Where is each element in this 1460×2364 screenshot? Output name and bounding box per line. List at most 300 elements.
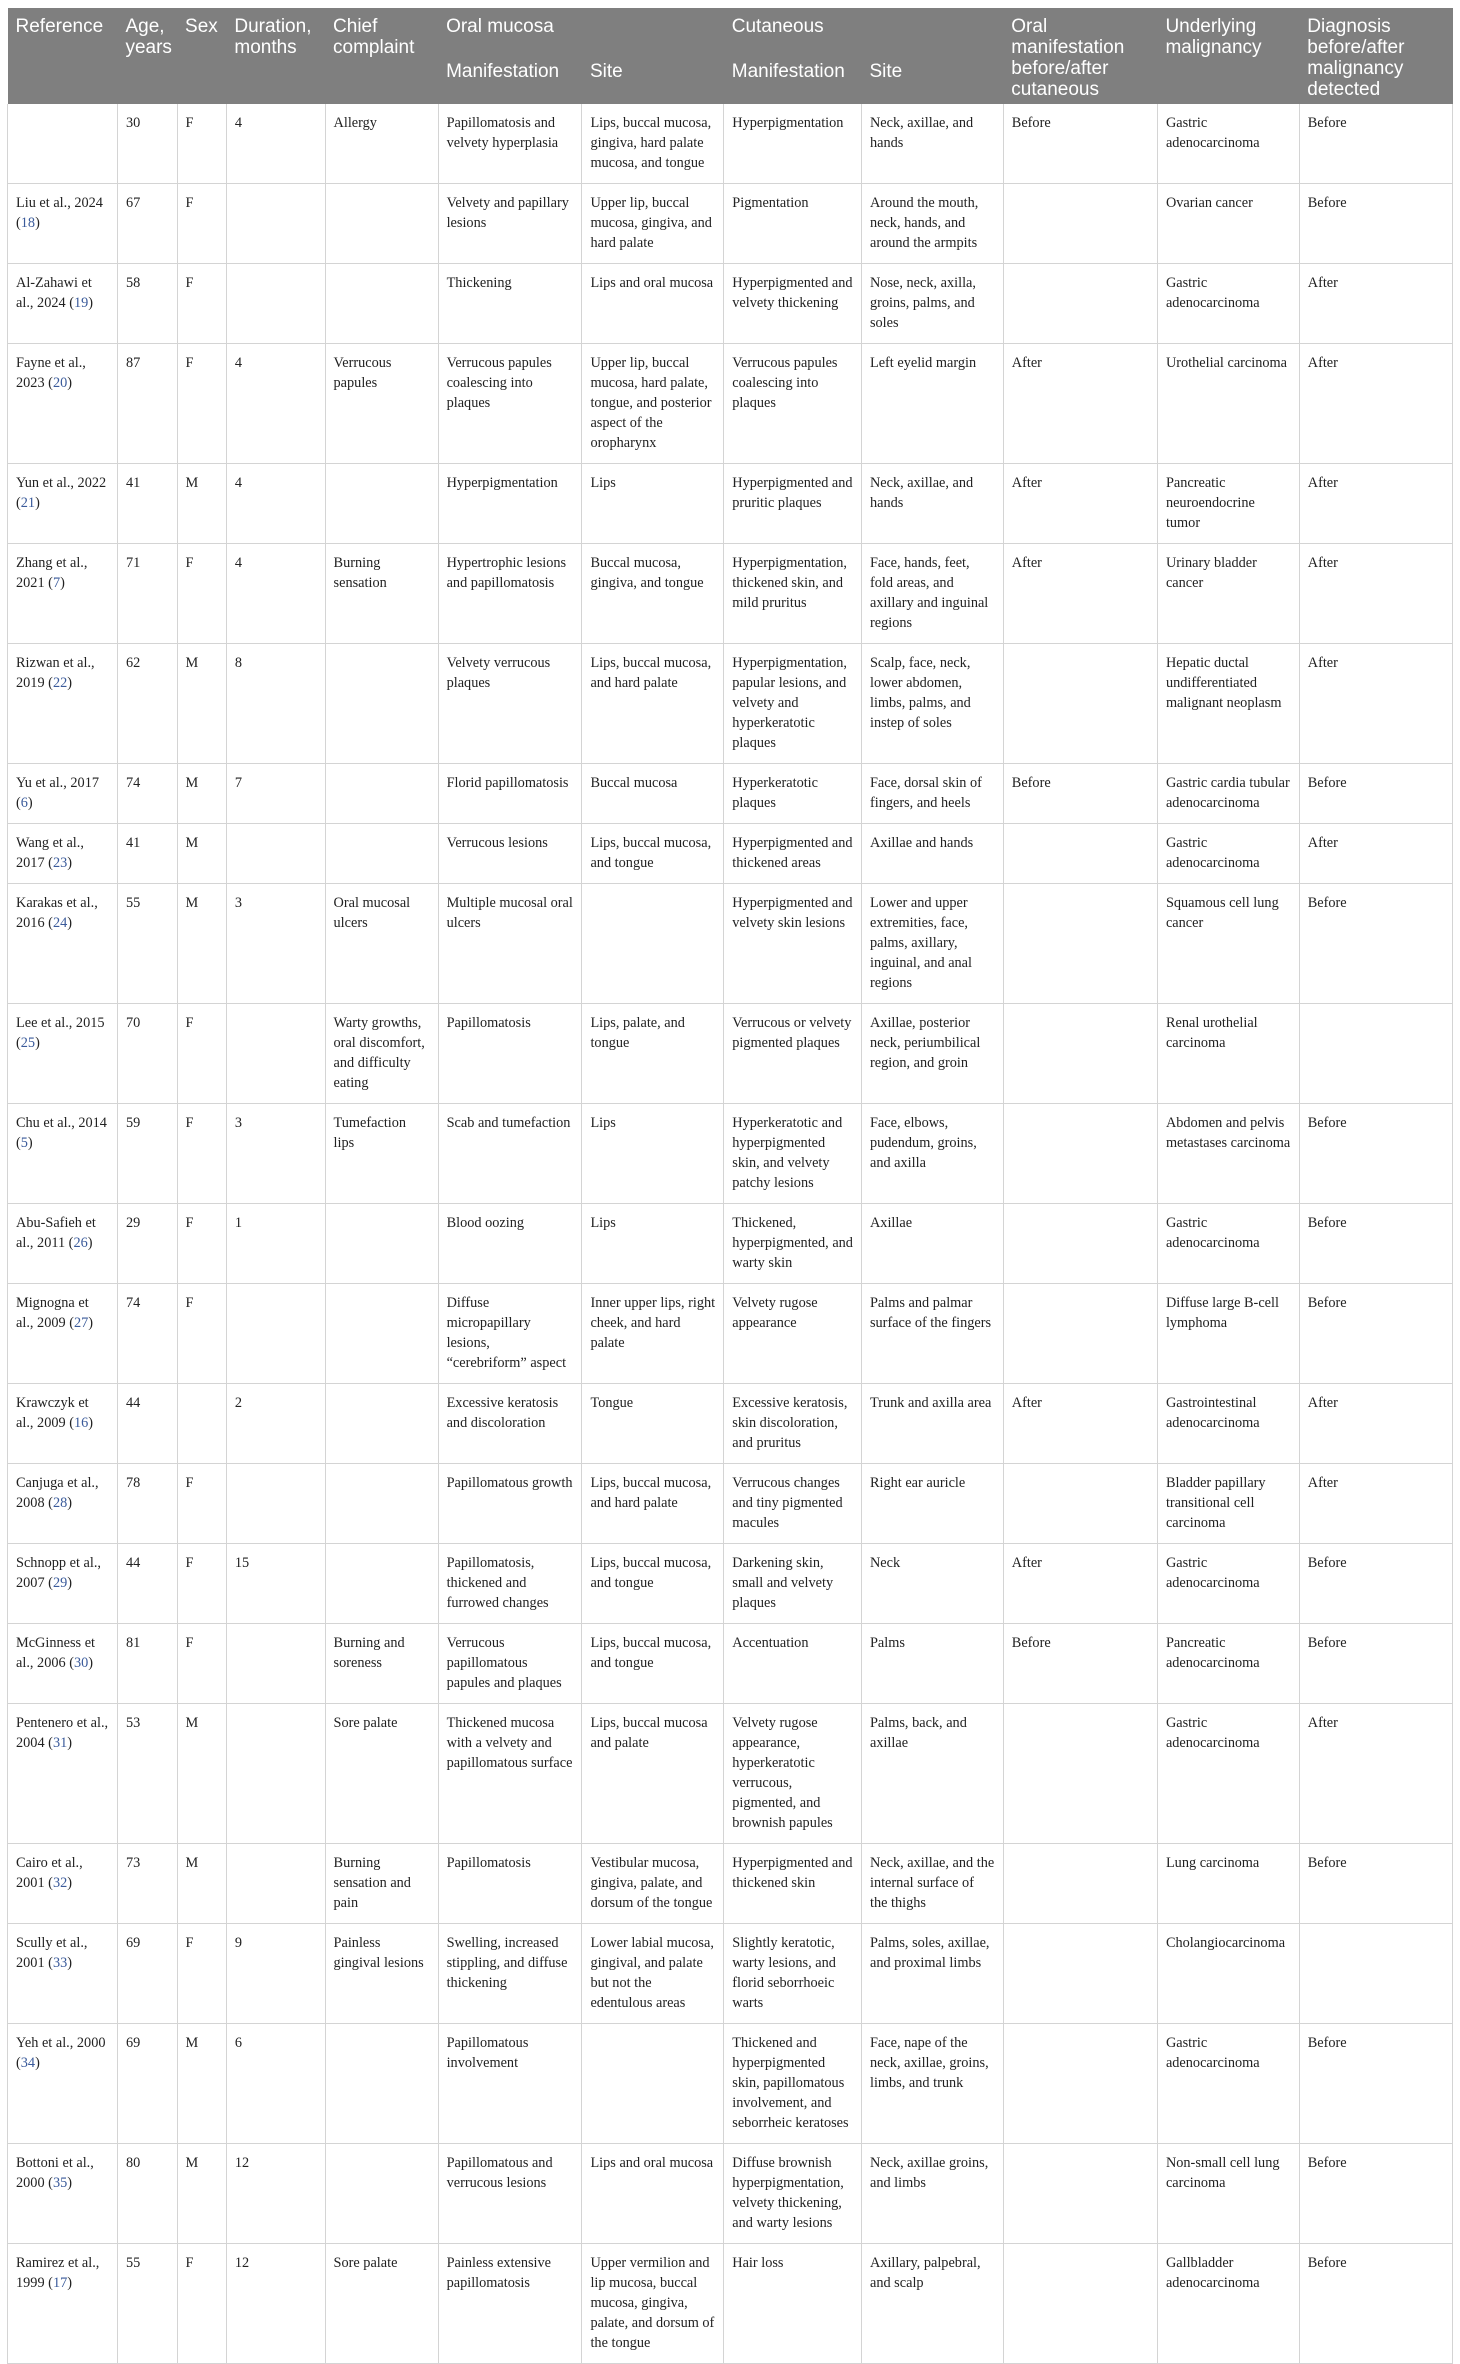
cell-duration: 2: [226, 1384, 325, 1464]
citation-link[interactable]: 21: [20, 495, 36, 511]
cell-cutaneous-site: Palms, back, and axillae: [861, 1704, 1003, 1844]
col-header-oral-before-after: Oral manifestation before/after cutaneous: [1003, 8, 1157, 104]
cell-cutaneous-site: Face, nape of the neck, axillae, groins, limbs, and trunk: [861, 2024, 1003, 2144]
col-header-oral-site: Site: [582, 61, 724, 104]
cell-reference: [8, 764, 118, 824]
header-row-top: [8, 8, 1453, 61]
cell-oral-site: Lips and oral mucosa: [582, 264, 724, 344]
cell-age: 41: [117, 464, 177, 544]
cell-oral-site: Lips: [582, 1204, 724, 1284]
cell-oral-manifestation: Verrucous papules coalescing into plaques: [438, 344, 582, 464]
cell-duration: 3: [226, 884, 325, 1004]
reference-text: Scully et al., 2001 (: [16, 1935, 88, 1971]
cell-duration: 9: [226, 1924, 325, 2024]
table-row: [8, 1384, 1453, 1464]
table-row: [8, 1544, 1453, 1624]
cell-sex: F: [177, 104, 226, 184]
cell-cutaneous-manifestation: Pigmentation: [724, 184, 862, 264]
cell-underlying-malignancy: Non-small cell lung carcinoma: [1157, 2144, 1299, 2244]
cell-duration: 4: [226, 464, 325, 544]
cell-oral-manifestation: Papillomatosis, thickened and furrowed changes: [438, 1544, 582, 1624]
cell-cutaneous-manifestation: Hyperpigmented and pruritic plaques: [724, 464, 862, 544]
cell-chief-complaint: [325, 824, 438, 884]
reference-close-paren: ): [67, 1875, 72, 1891]
table-container: [7, 8, 1453, 2364]
cell-age: 58: [117, 264, 177, 344]
reference-text: Zhang et al., 2021 (: [16, 555, 88, 591]
citation-link[interactable]: 24: [52, 915, 68, 931]
cell-cutaneous-site: Trunk and axilla area: [861, 1384, 1003, 1464]
cell-duration: 4: [226, 544, 325, 644]
cell-oral-site: Lips, buccal mucosa, gingiva, hard palate mucosa, and tongue: [582, 104, 724, 184]
cell-cutaneous-manifestation: Hyperkeratotic and hyperpigmented skin, and velvety patchy lesions: [724, 1104, 862, 1204]
citation-link[interactable]: 28: [52, 1495, 68, 1511]
cell-cutaneous-manifestation: Verrucous papules coalescing into plaques: [724, 344, 862, 464]
citation-link[interactable]: 20: [52, 375, 68, 391]
cell-diagnosis: Before: [1299, 2144, 1452, 2244]
reference-close-paren: ): [87, 1235, 93, 1251]
cell-reference: [8, 1704, 118, 1844]
cell-cutaneous-site: Face, hands, feet, fold areas, and axillary and inguinal regions: [861, 544, 1003, 644]
cell-reference: [8, 1544, 118, 1624]
reference-close-paren: ): [67, 1495, 72, 1511]
citation-link[interactable]: 17: [52, 2275, 68, 2291]
table-row: [8, 884, 1453, 1004]
cell-oral-manifestation: Excessive keratosis and discoloration: [438, 1384, 582, 1464]
cell-sex: F: [177, 1924, 226, 2024]
cell-sex: F: [177, 1544, 226, 1624]
cell-reference: [8, 1204, 118, 1284]
citation-link[interactable]: 26: [73, 1235, 88, 1251]
cell-age: 67: [117, 184, 177, 264]
reference-text: Rizwan et al., 2019 (: [16, 655, 95, 691]
cell-sex: M: [177, 884, 226, 1004]
cell-oral-manifestation: Scab and tumefaction: [438, 1104, 582, 1204]
cell-reference: [8, 1844, 118, 1924]
cell-oral-before-after: [1003, 884, 1157, 1004]
cell-age: 74: [117, 764, 177, 824]
cell-duration: 12: [226, 2144, 325, 2244]
cell-cutaneous-manifestation: Velvety rugose appearance: [724, 1284, 862, 1384]
cell-age: 59: [117, 1104, 177, 1204]
cell-age: 55: [117, 2244, 177, 2364]
citation-link[interactable]: 34: [20, 2055, 36, 2071]
reference-close-paren: ): [67, 2275, 72, 2291]
col-header-oral-manifestation: Manifestation: [438, 61, 582, 104]
reference-text: Mignogna et al., 2009 (: [16, 1295, 89, 1331]
citation-link[interactable]: 30: [73, 1655, 89, 1671]
cell-oral-before-after: [1003, 1204, 1157, 1284]
cell-duration: [226, 1464, 325, 1544]
reference-close-paren: ): [67, 1735, 72, 1751]
cell-cutaneous-manifestation: Hyperpigmentation, thickened skin, and mild pruritus: [724, 544, 862, 644]
cell-underlying-malignancy: Pancreatic neuroendocrine tumor: [1157, 464, 1299, 544]
cell-reference: [8, 264, 118, 344]
cell-oral-manifestation: Diffuse micropapillary lesions, “cerebriform” aspect: [438, 1284, 582, 1384]
cell-cutaneous-manifestation: Verrucous or velvety pigmented plaques: [724, 1004, 862, 1104]
cell-oral-manifestation: Thickened mucosa with a velvety and papillomatous surface: [438, 1704, 582, 1844]
cell-cutaneous-manifestation: Darkening skin, small and velvety plaques: [724, 1544, 862, 1624]
cell-oral-site: Lips and oral mucosa: [582, 2144, 724, 2244]
cell-oral-site: Vestibular mucosa, gingiva, palate, and dorsum of the tongue: [582, 1844, 724, 1924]
cell-oral-manifestation: Papillomatous and verrucous lesions: [438, 2144, 582, 2244]
table-body: [8, 104, 1453, 2364]
citation-link[interactable]: 23: [52, 855, 68, 871]
cell-chief-complaint: [325, 264, 438, 344]
table-row: [8, 1924, 1453, 2024]
cell-oral-before-after: Before: [1003, 104, 1157, 184]
cell-sex: M: [177, 2144, 226, 2244]
reference-close-paren: ): [35, 495, 40, 511]
cell-underlying-malignancy: Gastric adenocarcinoma: [1157, 264, 1299, 344]
cell-cutaneous-manifestation: Thickened, hyperpigmented, and warty skin: [724, 1204, 862, 1284]
cell-oral-before-after: [1003, 1704, 1157, 1844]
citation-link[interactable]: 29: [52, 1575, 68, 1591]
cell-oral-before-after: [1003, 824, 1157, 884]
citation-link[interactable]: 7: [52, 575, 61, 591]
cell-chief-complaint: [325, 1464, 438, 1544]
cell-diagnosis: After: [1299, 1464, 1452, 1544]
table-row: [8, 1624, 1453, 1704]
reference-text: Bottoni et al., 2000 (: [16, 2155, 94, 2191]
reference-close-paren: ): [35, 1035, 40, 1051]
cell-oral-before-after: After: [1003, 544, 1157, 644]
citation-link[interactable]: 31: [52, 1735, 68, 1751]
col-header-cutaneous-blank: [861, 8, 1003, 61]
cell-chief-complaint: [325, 644, 438, 764]
cell-diagnosis: [1299, 1004, 1452, 1104]
cell-oral-site: Upper lip, buccal mucosa, gingiva, and hard palate: [582, 184, 724, 264]
cell-age: 78: [117, 1464, 177, 1544]
reference-text: Cairo et al., 2001 (: [16, 1855, 83, 1891]
cell-cutaneous-site: Palms: [861, 1624, 1003, 1704]
cell-sex: M: [177, 764, 226, 824]
citation-link[interactable]: 18: [20, 215, 36, 231]
citation-link[interactable]: 22: [52, 675, 68, 691]
cell-oral-manifestation: Verrucous lesions: [438, 824, 582, 884]
table-row: [8, 824, 1453, 884]
cell-underlying-malignancy: Pancreatic adenocarcinoma: [1157, 1624, 1299, 1704]
cell-reference: [8, 1284, 118, 1384]
cell-duration: [226, 1844, 325, 1924]
cell-age: 29: [117, 1204, 177, 1284]
cell-duration: [226, 1704, 325, 1844]
cell-cutaneous-site: Face, elbows, pudendum, groins, and axilla: [861, 1104, 1003, 1204]
cell-sex: F: [177, 344, 226, 464]
citation-link[interactable]: 19: [73, 295, 89, 311]
citation-link[interactable]: 27: [73, 1315, 89, 1331]
cell-chief-complaint: Burning sensation and pain: [325, 1844, 438, 1924]
cell-oral-before-after: Before: [1003, 1624, 1157, 1704]
cell-age: 70: [117, 1004, 177, 1104]
cell-sex: F: [177, 184, 226, 264]
cell-diagnosis: Before: [1299, 1624, 1452, 1704]
cell-chief-complaint: [325, 1544, 438, 1624]
reference-text: Canjuga et al., 2008 (: [16, 1475, 99, 1511]
cell-diagnosis: Before: [1299, 2244, 1452, 2364]
reference-text: Wang et al., 2017 (: [16, 835, 84, 871]
citation-link[interactable]: 16: [73, 1415, 89, 1431]
cell-diagnosis: After: [1299, 824, 1452, 884]
cell-reference: [8, 544, 118, 644]
cell-chief-complaint: Sore palate: [325, 2244, 438, 2364]
reference-text: Karakas et al., 2016 (: [16, 895, 98, 931]
table-row: [8, 264, 1453, 344]
cell-reference: [8, 104, 118, 184]
cell-oral-before-after: [1003, 1284, 1157, 1384]
cell-underlying-malignancy: Gastric adenocarcinoma: [1157, 104, 1299, 184]
cell-oral-manifestation: Hypertrophic lesions and papillomatosis: [438, 544, 582, 644]
reference-close-paren: ): [67, 2175, 72, 2191]
reference-close-paren: ): [27, 795, 33, 811]
reference-close-paren: ): [27, 1135, 33, 1151]
cell-chief-complaint: Tumefaction lips: [325, 1104, 438, 1204]
cell-diagnosis: After: [1299, 1704, 1452, 1844]
cell-oral-before-after: [1003, 184, 1157, 264]
table-row: [8, 464, 1453, 544]
cell-oral-site: Buccal mucosa, gingiva, and tongue: [582, 544, 724, 644]
cell-sex: M: [177, 1704, 226, 1844]
cell-diagnosis: [1299, 1924, 1452, 2024]
cell-oral-before-after: After: [1003, 1384, 1157, 1464]
citation-link[interactable]: 33: [52, 1955, 68, 1971]
cell-underlying-malignancy: Gastrointestinal adenocarcinoma: [1157, 1384, 1299, 1464]
cell-duration: 6: [226, 2024, 325, 2144]
cell-oral-before-after: After: [1003, 344, 1157, 464]
cell-oral-manifestation: Velvety and papillary lesions: [438, 184, 582, 264]
reference-close-paren: ): [35, 2055, 40, 2071]
reference-close-paren: ): [35, 215, 40, 231]
cell-reference: [8, 1464, 118, 1544]
cell-oral-site: Buccal mucosa: [582, 764, 724, 824]
table-row: [8, 764, 1453, 824]
table-row: [8, 544, 1453, 644]
cell-chief-complaint: Oral mucosal ulcers: [325, 884, 438, 1004]
cell-oral-manifestation: Papillomatous growth: [438, 1464, 582, 1544]
cell-cutaneous-site: Lower and upper extremities, face, palms, axillary, inguinal, and anal regions: [861, 884, 1003, 1004]
cell-chief-complaint: [325, 1284, 438, 1384]
cell-oral-before-after: [1003, 1464, 1157, 1544]
cell-age: 41: [117, 824, 177, 884]
reference-text: Fayne et al., 2023 (: [16, 355, 86, 391]
cell-cutaneous-manifestation: Hyperkeratotic plaques: [724, 764, 862, 824]
cell-duration: 3: [226, 1104, 325, 1204]
cell-cutaneous-site: Palms and palmar surface of the fingers: [861, 1284, 1003, 1384]
cell-diagnosis: Before: [1299, 1844, 1452, 1924]
cell-underlying-malignancy: Urothelial carcinoma: [1157, 344, 1299, 464]
cell-oral-manifestation: Thickening: [438, 264, 582, 344]
reference-close-paren: ): [67, 855, 72, 871]
table-row: [8, 644, 1453, 764]
reference-text: McGinness et al., 2006 (: [16, 1635, 96, 1671]
cell-underlying-malignancy: Gastric adenocarcinoma: [1157, 824, 1299, 884]
cell-chief-complaint: Allergy: [325, 104, 438, 184]
cell-oral-site: Lips, palate, and tongue: [582, 1004, 724, 1104]
citation-link[interactable]: 6: [20, 795, 28, 811]
citation-link[interactable]: 32: [52, 1875, 68, 1891]
cell-reference: [8, 1104, 118, 1204]
citation-link[interactable]: 35: [52, 2175, 68, 2191]
cell-cutaneous-site: Nose, neck, axilla, groins, palms, and soles: [861, 264, 1003, 344]
cell-oral-manifestation: Multiple mucosal oral ulcers: [438, 884, 582, 1004]
cell-diagnosis: After: [1299, 344, 1452, 464]
cell-cutaneous-site: Neck, axillae, and hands: [861, 104, 1003, 184]
cell-duration: [226, 1284, 325, 1384]
cell-sex: [177, 1384, 226, 1464]
cell-oral-before-after: [1003, 2024, 1157, 2144]
table-row: [8, 344, 1453, 464]
cell-diagnosis: After: [1299, 264, 1452, 344]
cell-chief-complaint: Sore palate: [325, 1704, 438, 1844]
col-header-age: Age, years: [117, 8, 177, 104]
cell-oral-site: Lips, buccal mucosa, and tongue: [582, 1544, 724, 1624]
cell-oral-site: Lips, buccal mucosa and palate: [582, 1704, 724, 1844]
cell-chief-complaint: [325, 1384, 438, 1464]
cell-oral-before-after: [1003, 2144, 1157, 2244]
cell-age: 69: [117, 1924, 177, 2024]
cell-cutaneous-site: Scalp, face, neck, lower abdomen, limbs, palms, and instep of soles: [861, 644, 1003, 764]
cell-cutaneous-manifestation: Hyperpigmentation, papular lesions, and velvety and hyperkeratotic plaques: [724, 644, 862, 764]
reference-text: Liu et al., 2024 (: [16, 195, 103, 231]
reference-text: Yeh et al., 2000 (: [16, 2035, 106, 2071]
col-header-sex: Sex: [177, 8, 226, 104]
cell-underlying-malignancy: Renal urothelial carcinoma: [1157, 1004, 1299, 1104]
cell-reference: [8, 884, 118, 1004]
cell-sex: F: [177, 264, 226, 344]
cell-duration: 1: [226, 1204, 325, 1284]
reference-text: Yun et al., 2022 (: [16, 475, 107, 511]
cell-cutaneous-site: Neck, axillae groins, and limbs: [861, 2144, 1003, 2244]
table-row: [8, 1104, 1453, 1204]
cell-sex: F: [177, 1624, 226, 1704]
cell-reference: [8, 1924, 118, 2024]
cell-reference: [8, 344, 118, 464]
table-row: [8, 2144, 1453, 2244]
cell-cutaneous-manifestation: Hyperpigmented and velvety thickening: [724, 264, 862, 344]
cell-diagnosis: Before: [1299, 184, 1452, 264]
cell-reference: [8, 824, 118, 884]
cell-sex: F: [177, 1104, 226, 1204]
cell-underlying-malignancy: Gastric adenocarcinoma: [1157, 1704, 1299, 1844]
table-row: [8, 2244, 1453, 2364]
cell-duration: 4: [226, 104, 325, 184]
cell-underlying-malignancy: Ovarian cancer: [1157, 184, 1299, 264]
cell-cutaneous-manifestation: Thickened and hyperpigmented skin, papillomatous involvement, and seborrheic keratoses: [724, 2024, 862, 2144]
cell-oral-manifestation: Blood oozing: [438, 1204, 582, 1284]
cell-diagnosis: Before: [1299, 764, 1452, 824]
cell-oral-site: Lips: [582, 464, 724, 544]
cell-duration: 15: [226, 1544, 325, 1624]
cell-underlying-malignancy: Hepatic ductal undifferentiated malignant neoplasm: [1157, 644, 1299, 764]
cell-cutaneous-site: Right ear auricle: [861, 1464, 1003, 1544]
cell-reference: [8, 1624, 118, 1704]
cell-duration: 12: [226, 2244, 325, 2364]
cell-chief-complaint: Verrucous papules: [325, 344, 438, 464]
cell-chief-complaint: [325, 2024, 438, 2144]
table-row: [8, 1704, 1453, 1844]
cell-age: 53: [117, 1704, 177, 1844]
citation-link[interactable]: 25: [20, 1035, 36, 1051]
cell-duration: 4: [226, 344, 325, 464]
reference-close-paren: ): [88, 295, 94, 311]
cell-age: 81: [117, 1624, 177, 1704]
cell-oral-manifestation: Painless extensive papillomatosis: [438, 2244, 582, 2364]
cell-duration: 7: [226, 764, 325, 824]
cell-oral-site: Upper vermilion and lip mucosa, buccal mucosa, gingiva, palate, and dorsum of the tongue: [582, 2244, 724, 2364]
cell-diagnosis: After: [1299, 644, 1452, 764]
cell-oral-site: [582, 2024, 724, 2144]
reference-close-paren: ): [67, 675, 72, 691]
cell-cutaneous-manifestation: Hyperpigmented and velvety skin lesions: [724, 884, 862, 1004]
cell-oral-before-after: After: [1003, 464, 1157, 544]
cell-oral-site: Lips, buccal mucosa, and tongue: [582, 824, 724, 884]
cell-duration: [226, 1624, 325, 1704]
reference-close-paren: ): [88, 1315, 94, 1331]
cell-oral-manifestation: Swelling, increased stippling, and diffuse thickening: [438, 1924, 582, 2024]
table-row: [8, 1004, 1453, 1104]
cell-age: 69: [117, 2024, 177, 2144]
cell-oral-before-after: After: [1003, 1544, 1157, 1624]
cell-oral-site: Lips, buccal mucosa, and hard palate: [582, 644, 724, 764]
cell-oral-site: Upper lip, buccal mucosa, hard palate, tongue, and posterior aspect of the oropharynx: [582, 344, 724, 464]
cell-cutaneous-manifestation: Excessive keratosis, skin discoloration, and pruritus: [724, 1384, 862, 1464]
cell-age: 30: [117, 104, 177, 184]
col-header-cutaneous-site: Site: [861, 61, 1003, 104]
cell-reference: [8, 1384, 118, 1464]
cell-oral-before-after: [1003, 1924, 1157, 2024]
cell-underlying-malignancy: Cholangiocarcinoma: [1157, 1924, 1299, 2024]
col-header-reference: Reference: [8, 8, 118, 104]
reference-text: Lee et al., 2015 (: [16, 1015, 105, 1051]
cell-oral-before-after: [1003, 1104, 1157, 1204]
cell-chief-complaint: Burning sensation: [325, 544, 438, 644]
cell-oral-site: Lips, buccal mucosa, and tongue: [582, 1624, 724, 1704]
cell-oral-manifestation: Velvety verrucous plaques: [438, 644, 582, 764]
cell-reference: [8, 184, 118, 264]
col-header-cutaneous: Cutaneous: [724, 8, 862, 61]
cell-cutaneous-manifestation: Velvety rugose appearance, hyperkeratotic verrucous, pigmented, and brownish papules: [724, 1704, 862, 1844]
cell-chief-complaint: Burning and soreness: [325, 1624, 438, 1704]
table-row: [8, 104, 1453, 184]
reference-close-paren: ): [88, 1655, 94, 1671]
cell-age: 87: [117, 344, 177, 464]
reference-text: Schnopp et al., 2007 (: [16, 1555, 101, 1591]
cell-diagnosis: Before: [1299, 884, 1452, 1004]
cell-oral-site: Lips, buccal mucosa, and hard palate: [582, 1464, 724, 1544]
cell-cutaneous-manifestation: Hyperpigmented and thickened areas: [724, 824, 862, 884]
reference-close-paren: ): [88, 1415, 94, 1431]
reference-close-paren: ): [67, 1575, 72, 1591]
cell-cutaneous-site: Neck, axillae, and hands: [861, 464, 1003, 544]
cell-duration: [226, 1004, 325, 1104]
cell-underlying-malignancy: Lung carcinoma: [1157, 1844, 1299, 1924]
cell-cutaneous-site: Left eyelid margin: [861, 344, 1003, 464]
cell-sex: M: [177, 2024, 226, 2144]
cell-underlying-malignancy: Gastric adenocarcinoma: [1157, 2024, 1299, 2144]
cell-cutaneous-manifestation: Hair loss: [724, 2244, 862, 2364]
cell-oral-before-after: [1003, 2244, 1157, 2364]
cell-reference: [8, 2144, 118, 2244]
cell-age: 80: [117, 2144, 177, 2244]
table-row: [8, 1464, 1453, 1544]
cell-underlying-malignancy: Gastric cardia tubular adenocarcinoma: [1157, 764, 1299, 824]
cell-cutaneous-manifestation: Hyperpigmentation: [724, 104, 862, 184]
cell-reference: [8, 644, 118, 764]
cell-age: 44: [117, 1384, 177, 1464]
citation-link[interactable]: 5: [20, 1135, 28, 1151]
cell-oral-manifestation: Hyperpigmentation: [438, 464, 582, 544]
cell-cutaneous-site: Face, dorsal skin of fingers, and heels: [861, 764, 1003, 824]
